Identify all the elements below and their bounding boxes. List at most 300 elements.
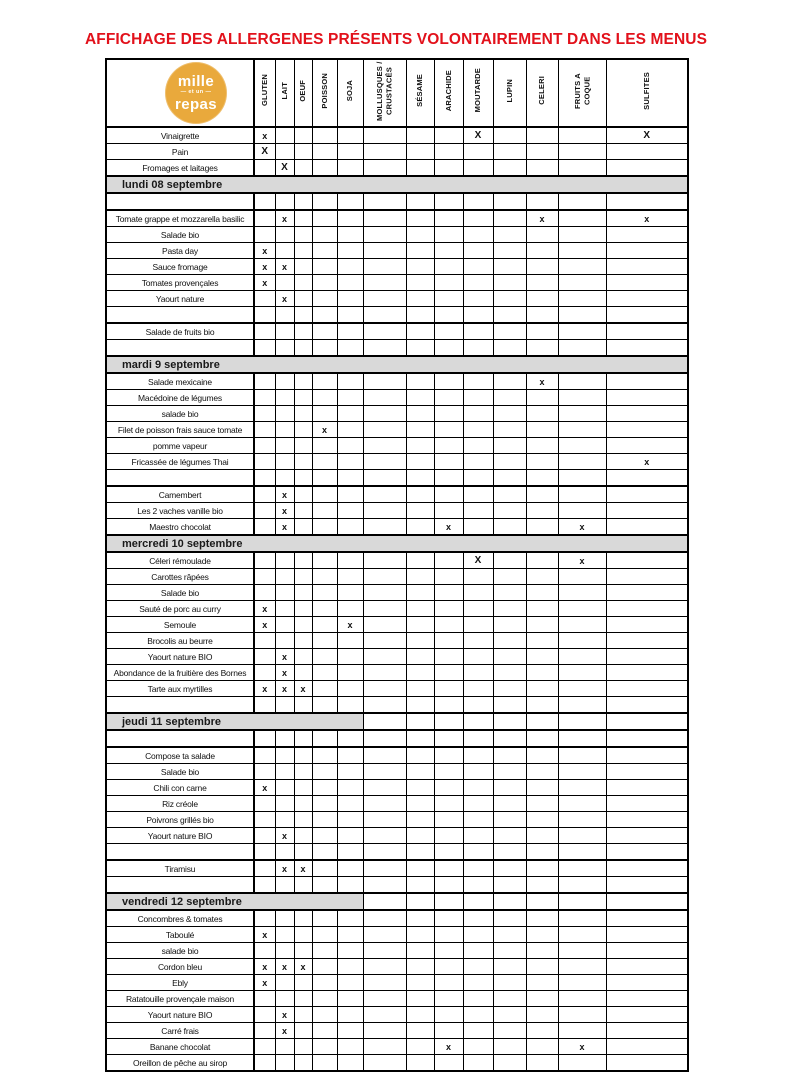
mark-cell-mollusques_crustaces [363,796,406,812]
mark-cell-poisson [312,910,337,927]
mark-cell-mollusques_crustaces [363,747,406,764]
menu-item-label: Yaourt nature BIO [106,828,254,844]
menu-item-row [106,601,688,617]
menu-item-row [106,796,688,812]
mark-cell-soja [337,1007,363,1023]
menu-item-row [106,144,688,160]
mark-cell-lupin [493,569,526,585]
mark-cell-oeuf [294,323,312,340]
mark-cell-mollusques_crustaces [363,697,406,714]
mark-cell-lupin [493,454,526,470]
mark-cell-fruits_a_coque [558,259,606,275]
mark-cell-lupin [493,1007,526,1023]
mark-cell-sulfites [606,160,688,177]
mark-cell-lait [275,193,294,210]
mark-cell-gluten [254,406,275,422]
mark-cell-lait [275,243,294,259]
mark-cell-sulfites: x [606,210,688,227]
mark-cell-celeri [526,406,558,422]
menu-item-row [106,991,688,1007]
mark-cell-poisson [312,519,337,536]
mark-cell-poisson [312,877,337,894]
mark-cell-poisson [312,633,337,649]
mark-cell-sulfites [606,193,688,210]
mark-cell-celeri [526,585,558,601]
mark-cell-arachide [434,730,463,747]
mark-cell-celeri [526,340,558,357]
mark-cell-gluten [254,323,275,340]
mark-cell-oeuf [294,422,312,438]
mark-cell-soja [337,569,363,585]
mark-cell-soja [337,860,363,877]
mark-cell-lupin [493,193,526,210]
menu-item-label: Yaourt nature [106,291,254,307]
mark-cell-soja [337,828,363,844]
mark-cell-gluten [254,747,275,764]
menu-item-label: Fricassée de légumes Thai [106,454,254,470]
mark-cell-oeuf [294,160,312,177]
mark-cell-soja [337,697,363,714]
mark-cell-lait: X [275,160,294,177]
mark-cell-lait [275,323,294,340]
mark-cell-oeuf [294,617,312,633]
mark-cell-sesame [406,340,434,357]
mark-cell-mollusques_crustaces [363,307,406,324]
menu-item-row [106,323,688,340]
mark-cell-fruits_a_coque [558,828,606,844]
column-header-lupin [493,59,526,127]
mark-cell-sulfites [606,812,688,828]
column-header-label: POISSON [319,72,329,109]
mark-cell-arachide [434,713,463,730]
day-section-label: mardi 9 septembre [106,356,688,373]
mark-cell-lait [275,585,294,601]
menu-item-row [106,812,688,828]
mark-cell-gluten: x [254,975,275,991]
mark-cell-moutarde [463,259,493,275]
mark-cell-gluten [254,1007,275,1023]
mark-cell-lupin [493,1055,526,1072]
menu-item-label: Salade de fruits bio [106,323,254,340]
mark-cell-sesame [406,127,434,144]
mark-cell-sesame [406,227,434,243]
mark-cell-celeri [526,275,558,291]
mark-cell-mollusques_crustaces [363,877,406,894]
mark-cell-lupin [493,406,526,422]
menu-item-row [106,585,688,601]
mark-cell-lupin [493,649,526,665]
mark-cell-mollusques_crustaces [363,844,406,861]
mark-cell-oeuf [294,975,312,991]
mark-cell-moutarde [463,503,493,519]
mark-cell-mollusques_crustaces [363,665,406,681]
mark-cell-soja [337,259,363,275]
mark-cell-sesame [406,1039,434,1055]
mark-cell-fruits_a_coque [558,844,606,861]
mark-cell-lupin [493,373,526,390]
mark-cell-gluten [254,193,275,210]
mark-cell-poisson [312,975,337,991]
mark-cell-moutarde [463,340,493,357]
column-header-celeri [526,59,558,127]
mark-cell-lait [275,275,294,291]
mark-cell-gluten: x [254,275,275,291]
mark-cell-lupin [493,144,526,160]
mark-cell-sesame [406,617,434,633]
mark-cell-oeuf [294,438,312,454]
mark-cell-moutarde [463,1055,493,1072]
mark-cell-oeuf [294,470,312,487]
menu-item-row [106,373,688,390]
mark-cell-fruits_a_coque [558,470,606,487]
mark-cell-moutarde [463,893,493,910]
mark-cell-sulfites [606,828,688,844]
menu-item-label: Semoule [106,617,254,633]
mark-cell-poisson [312,503,337,519]
mark-cell-oeuf [294,730,312,747]
mark-cell-celeri [526,844,558,861]
mark-cell-mollusques_crustaces [363,406,406,422]
mark-cell-sulfites [606,665,688,681]
mark-cell-mollusques_crustaces [363,975,406,991]
mark-cell-oeuf [294,812,312,828]
mark-cell-sulfites [606,243,688,259]
mark-cell-lait [275,927,294,943]
mark-cell-fruits_a_coque [558,649,606,665]
mark-cell-lupin [493,1023,526,1039]
mark-cell-moutarde [463,681,493,697]
day-section-label: lundi 08 septembre [106,176,688,193]
mark-cell-soja [337,601,363,617]
mark-cell-moutarde [463,764,493,780]
mark-cell-fruits_a_coque [558,243,606,259]
mark-cell-gluten [254,697,275,714]
mark-cell-celeri [526,649,558,665]
column-header-label: GLUTEN [260,74,270,107]
mark-cell-celeri [526,975,558,991]
mark-cell-sesame [406,519,434,536]
mark-cell-celeri: x [526,210,558,227]
mark-cell-lait: x [275,959,294,975]
mark-cell-celeri [526,877,558,894]
mark-cell-mollusques_crustaces [363,585,406,601]
mark-cell-mollusques_crustaces [363,1023,406,1039]
day-section-label: jeudi 11 septembre [106,713,363,730]
menu-item-row [106,454,688,470]
column-header-poisson [312,59,337,127]
mark-cell-fruits_a_coque [558,127,606,144]
mark-cell-sulfites [606,617,688,633]
mark-cell-celeri [526,812,558,828]
mark-cell-lait [275,1039,294,1055]
mark-cell-poisson [312,943,337,959]
mark-cell-sulfites [606,569,688,585]
mark-cell-oeuf [294,503,312,519]
mark-cell-poisson [312,569,337,585]
menu-item-row [106,1007,688,1023]
mark-cell-mollusques_crustaces [363,927,406,943]
menu-item-row [106,959,688,975]
mark-cell-lait [275,796,294,812]
mark-cell-poisson [312,323,337,340]
mark-cell-moutarde [463,828,493,844]
mark-cell-sesame [406,860,434,877]
mark-cell-moutarde [463,730,493,747]
mark-cell-mollusques_crustaces [363,959,406,975]
mark-cell-oeuf [294,406,312,422]
mark-cell-sesame [406,503,434,519]
mark-cell-oeuf [294,486,312,503]
mark-cell-sesame [406,991,434,1007]
mark-cell-poisson [312,1007,337,1023]
mark-cell-poisson [312,227,337,243]
menu-item-row [106,438,688,454]
mark-cell-fruits_a_coque [558,764,606,780]
mark-cell-celeri [526,796,558,812]
logo-cell [106,59,254,127]
mark-cell-sesame [406,307,434,324]
menu-item-label: Chili con carne [106,780,254,796]
mark-cell-celeri [526,617,558,633]
column-header-label: SOJA [345,79,355,102]
mark-cell-sesame [406,422,434,438]
mark-cell-sulfites [606,764,688,780]
mark-cell-oeuf [294,697,312,714]
mark-cell-sesame [406,160,434,177]
table-body [106,127,688,1071]
mark-cell-soja [337,422,363,438]
mark-cell-sesame [406,927,434,943]
mark-cell-lupin [493,927,526,943]
mark-cell-fruits_a_coque [558,991,606,1007]
mark-cell-lupin [493,828,526,844]
column-header-label: CELERI [537,76,547,105]
mark-cell-arachide [434,470,463,487]
mark-cell-celeri [526,730,558,747]
mark-cell-sesame [406,390,434,406]
mark-cell-sulfites [606,796,688,812]
menu-item-label: Banane chocolat [106,1039,254,1055]
mark-cell-celeri [526,503,558,519]
mark-cell-oeuf [294,943,312,959]
mark-cell-lait: x [275,291,294,307]
mark-cell-arachide [434,307,463,324]
mark-cell-arachide [434,160,463,177]
mark-cell-sesame [406,633,434,649]
mark-cell-soja [337,681,363,697]
menu-item-label: Pain [106,144,254,160]
mark-cell-celeri [526,193,558,210]
mark-cell-soja [337,959,363,975]
mark-cell-mollusques_crustaces [363,323,406,340]
menu-item-row [106,422,688,438]
menu-item-label: Filet de poisson frais sauce tomate [106,422,254,438]
mark-cell-sesame [406,144,434,160]
mark-cell-lait: x [275,486,294,503]
mark-cell-arachide [434,127,463,144]
logo-text-repas: repas [174,96,218,114]
mark-cell-gluten: x [254,259,275,275]
mark-cell-arachide [434,860,463,877]
mark-cell-soja [337,486,363,503]
mark-cell-gluten [254,812,275,828]
mark-cell-lupin [493,601,526,617]
mark-cell-lupin [493,422,526,438]
mark-cell-arachide [434,422,463,438]
day-section-row [106,176,688,193]
mark-cell-lait [275,1055,294,1072]
menu-item-row [106,503,688,519]
mark-cell-gluten [254,438,275,454]
mark-cell-fruits_a_coque [558,193,606,210]
mark-cell-moutarde [463,519,493,536]
mark-cell-oeuf [294,991,312,1007]
mark-cell-celeri: x [526,373,558,390]
mark-cell-gluten [254,585,275,601]
mark-cell-oeuf [294,519,312,536]
mark-cell-celeri [526,144,558,160]
mark-cell-arachide [434,601,463,617]
mark-cell-oeuf: x [294,860,312,877]
mark-cell-mollusques_crustaces [363,764,406,780]
mark-cell-gluten [254,730,275,747]
mark-cell-celeri [526,127,558,144]
mark-cell-celeri [526,1039,558,1055]
mark-cell-fruits_a_coque [558,975,606,991]
mark-cell-poisson [312,307,337,324]
mark-cell-sulfites [606,601,688,617]
menu-item-label: Salade bio [106,764,254,780]
mark-cell-celeri [526,390,558,406]
mark-cell-sesame [406,438,434,454]
mark-cell-sulfites [606,307,688,324]
mark-cell-sulfites [606,877,688,894]
mark-cell-sesame [406,1023,434,1039]
menu-item-label: Abondance de la fruitière des Bornes [106,665,254,681]
mark-cell-lupin [493,860,526,877]
mark-cell-sulfites [606,585,688,601]
mark-cell-mollusques_crustaces [363,893,406,910]
mark-cell-celeri [526,259,558,275]
day-section-row [106,713,688,730]
mark-cell-poisson [312,927,337,943]
mark-cell-celeri [526,991,558,1007]
mark-cell-poisson [312,373,337,390]
mark-cell-lait [275,747,294,764]
menu-item-row [106,617,688,633]
mark-cell-fruits_a_coque [558,943,606,959]
menu-item-label [106,877,254,894]
mark-cell-poisson [312,665,337,681]
mark-cell-lupin [493,617,526,633]
menu-item-label: Sauté de porc au curry [106,601,254,617]
mark-cell-lait [275,307,294,324]
mark-cell-sulfites [606,227,688,243]
mark-cell-sesame [406,649,434,665]
mark-cell-soja [337,519,363,536]
mark-cell-mollusques_crustaces [363,519,406,536]
mark-cell-lupin [493,160,526,177]
mark-cell-poisson [312,991,337,1007]
mark-cell-soja [337,227,363,243]
menu-item-row [106,275,688,291]
mark-cell-poisson [312,193,337,210]
mark-cell-soja [337,730,363,747]
mark-cell-sulfites [606,730,688,747]
mark-cell-oeuf [294,1055,312,1072]
mark-cell-sesame [406,764,434,780]
mark-cell-moutarde: X [463,552,493,569]
header-row [106,59,688,127]
mark-cell-lait [275,373,294,390]
menu-item-label [106,697,254,714]
mark-cell-arachide [434,390,463,406]
menu-item-row [106,569,688,585]
mark-cell-arachide [434,291,463,307]
menu-item-row [106,747,688,764]
mark-cell-gluten [254,910,275,927]
menu-item-label: Yaourt nature BIO [106,649,254,665]
mark-cell-soja [337,390,363,406]
mark-cell-moutarde [463,323,493,340]
mark-cell-oeuf [294,927,312,943]
mark-cell-fruits_a_coque [558,486,606,503]
menu-item-label: Poivrons grillés bio [106,812,254,828]
menu-item-row [106,160,688,177]
mark-cell-lait [275,633,294,649]
mark-cell-lupin [493,713,526,730]
mark-cell-oeuf [294,601,312,617]
mark-cell-moutarde [463,144,493,160]
mark-cell-fruits_a_coque [558,747,606,764]
mark-cell-moutarde [463,844,493,861]
mark-cell-sesame [406,323,434,340]
column-header-label: LUPIN [504,78,514,103]
mark-cell-sulfites [606,323,688,340]
mark-cell-lait: x [275,519,294,536]
allergen-table [105,58,689,1072]
mark-cell-arachide [434,585,463,601]
mark-cell-oeuf [294,649,312,665]
mark-cell-fruits_a_coque [558,601,606,617]
mark-cell-celeri [526,454,558,470]
mark-cell-lait [275,470,294,487]
mark-cell-arachide [434,796,463,812]
mark-cell-mollusques_crustaces [363,910,406,927]
menu-item-row [106,552,688,569]
menu-item-label: Riz créole [106,796,254,812]
mark-cell-fruits_a_coque [558,438,606,454]
mark-cell-lait [275,552,294,569]
mark-cell-poisson [312,291,337,307]
empty-row [106,877,688,894]
mark-cell-sesame [406,601,434,617]
mark-cell-lupin [493,697,526,714]
mark-cell-mollusques_crustaces [363,454,406,470]
mark-cell-arachide [434,569,463,585]
mark-cell-fruits_a_coque [558,307,606,324]
mark-cell-oeuf [294,243,312,259]
mark-cell-sulfites [606,1055,688,1072]
mark-cell-mollusques_crustaces [363,780,406,796]
mark-cell-poisson [312,860,337,877]
mark-cell-oeuf [294,127,312,144]
mark-cell-sesame [406,569,434,585]
mark-cell-sesame [406,943,434,959]
mark-cell-moutarde [463,633,493,649]
mark-cell-sesame [406,910,434,927]
mark-cell-arachide [434,259,463,275]
